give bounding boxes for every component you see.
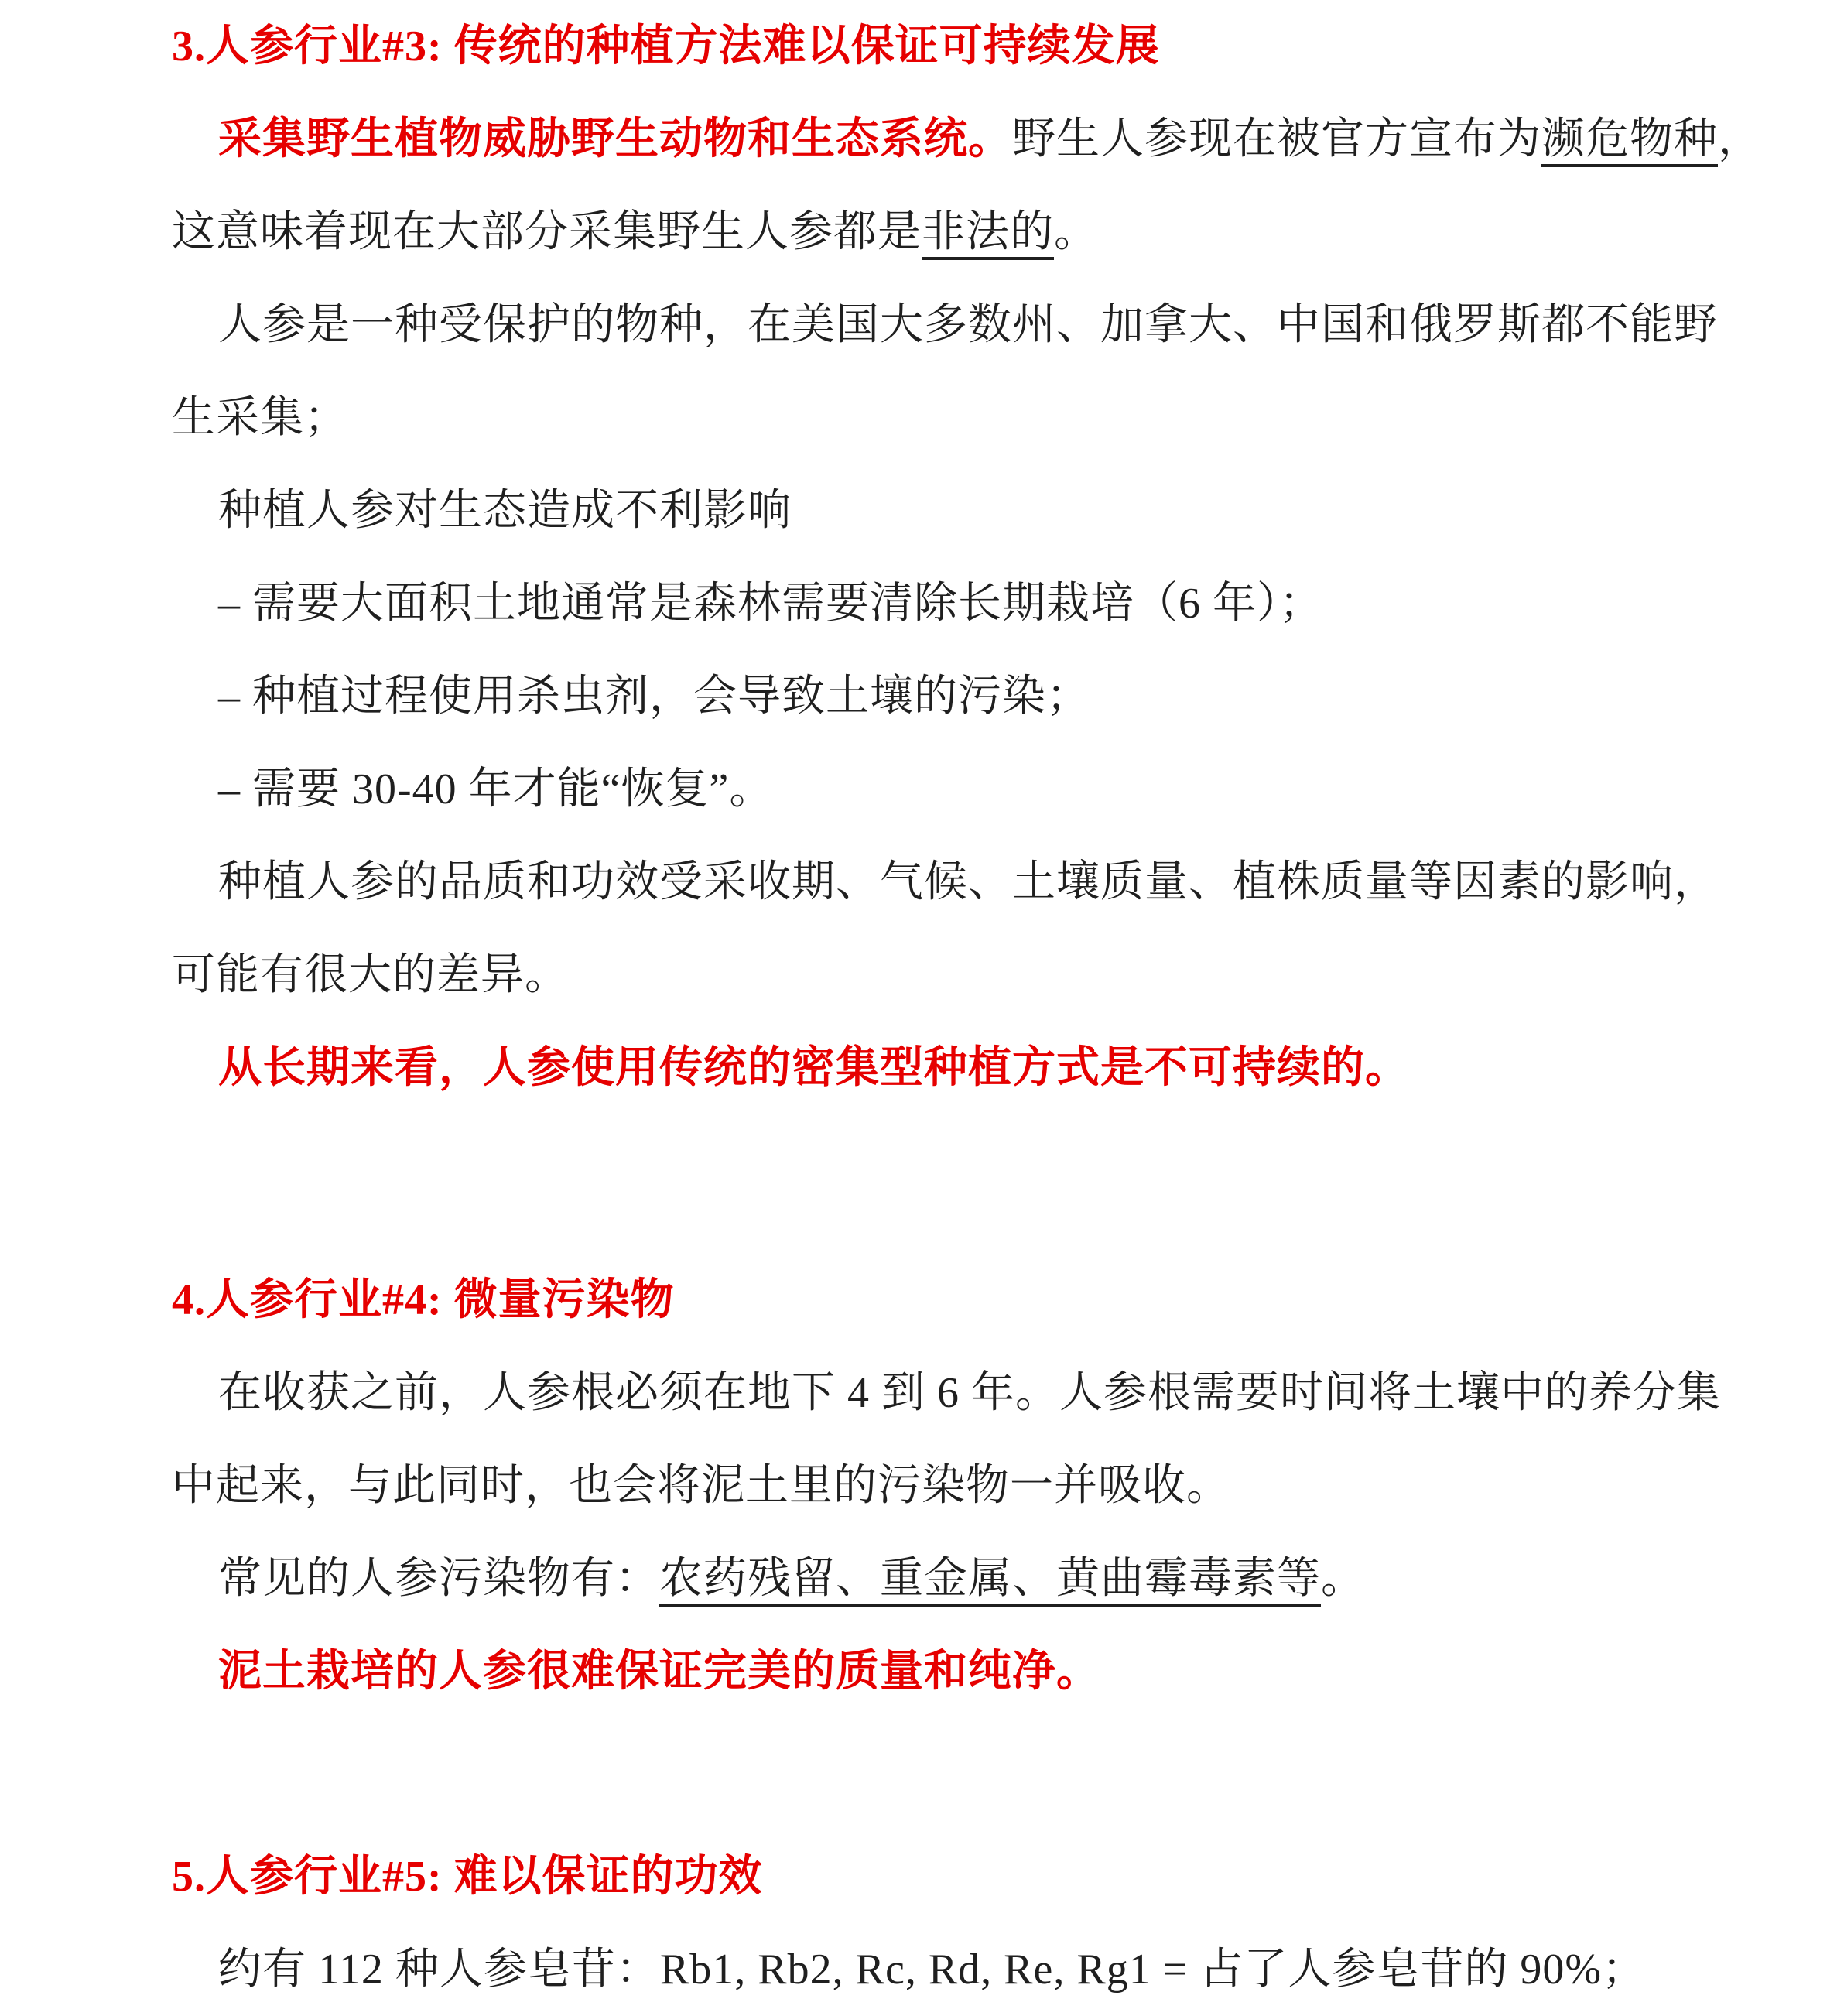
paragraph-line: 生采集； xyxy=(172,394,348,442)
paragraph-line: 种植人参的品质和功效受采收期、气候、土壤质量、植株质量等因素的影响， xyxy=(218,858,1718,906)
section-ginseng-industry-4 xyxy=(172,1254,1721,1718)
body-text: 。 xyxy=(1321,1555,1365,1603)
underlined-text-illegal: 非法的 xyxy=(922,208,1054,256)
paragraph-line: 人参是一种受保护的物种，在美国大多数州、加拿大、中国和俄罗斯都不能野 xyxy=(218,301,1718,349)
body-text: 。 xyxy=(1054,208,1098,256)
body-text: 这意味着现在大部分采集野生人参都是 xyxy=(172,208,922,256)
underlined-text-contaminants: 农药残留、重金属、黄曲霉毒素等 xyxy=(659,1555,1321,1603)
underlined-text-endangered-species: 濒危物种 xyxy=(1541,115,1718,163)
paragraph-line xyxy=(172,186,1689,279)
body-text: ， xyxy=(1718,115,1762,163)
red-emphasis-text: 采集野生植物威胁野生动物和生态系统。 xyxy=(218,115,1012,163)
section-ginseng-industry-3 xyxy=(172,0,1762,1114)
body-text: 常见的人参污染物有： xyxy=(218,1555,659,1603)
section-heading-3: 3.人参行业#3: 传统的种植方法难以保证可持续发展 xyxy=(172,22,1160,70)
red-conclusion-line: 从长期来看，人参使用传统的密集型种植方式是不可持续的。 xyxy=(218,1044,1409,1092)
paragraph-line xyxy=(172,1532,1689,1625)
paragraph-line: 中起来，与此同时，也会将泥土里的污染物一并吸收。 xyxy=(172,1462,1230,1510)
paragraph-line: 种植人参对生态造成不利影响 xyxy=(218,487,792,535)
paragraph-line xyxy=(172,93,1762,186)
bullet-line-recovery: – 需要 30-40 年才能“恢复”。 xyxy=(218,765,774,813)
body-text: 野生人参现在被官方宣布为 xyxy=(1012,115,1541,163)
bullet-line-land-use: – 需要大面积土地通常是森林需要清除长期栽培（6 年）； xyxy=(218,580,1323,628)
section-heading-5: 5.人参行业#5: 难以保证的功效 xyxy=(172,1853,763,1901)
red-conclusion-line: 泥土栽培的人参很难保证完美的质量和纯净。 xyxy=(218,1648,1100,1696)
paragraph-line-ginsenosides: 约有 112 种人参皂苷：Rb1, Rb2, Rc, Rd, Re, Rg1 = 占了人参皂苷的 90%； xyxy=(218,1946,1646,1994)
bullet-line-pesticide: – 种植过程使用杀虫剂，会导致土壤的污染； xyxy=(218,673,1090,720)
paragraph-line: 在收获之前，人参根必须在地下 4 到 6 年。人参根需要时间将土壤中的养分集 xyxy=(218,1369,1721,1417)
section-heading-4: 4.人参行业#4: 微量污染物 xyxy=(172,1276,675,1324)
section-ginseng-industry-5 xyxy=(172,1830,1689,2016)
paragraph-line: 可能有很大的差异。 xyxy=(172,951,569,999)
